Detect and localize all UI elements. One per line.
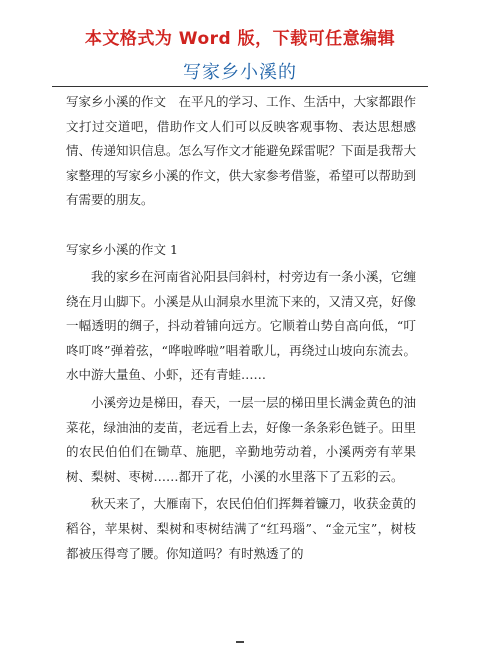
body-paragraph: 我的家乡在河南省沁阳县闫斜村，村旁边有一条小溪，它缠绕在月山脚下。小溪是从山洞泉水里流下来的，又清又亮，好像一幅透明的绸子，抖动着铺向远方。它顺着山势自高向低，“叮咚叮咚”弹着弦，“哗啦哗啦”唱着歌儿，再绕过山坡向东流去。水中游大量鱼、小虾，还有青蛙…… — [66, 268, 417, 383]
document-title: 写家乡小溪的 — [183, 62, 297, 83]
edit-notice-banner: 本文格式为 Word 版，下载可任意编辑 — [84, 29, 396, 49]
body-paragraph: 秋天来了，大雁南下，农民伯伯们挥舞着镰刀，收获金黄的稻谷，苹果树、梨树和枣树结满了“红玛瑙”、“金元宝”，树枝都被压得弯了腰。你知道吗？有时熟透了的 — [66, 496, 417, 561]
document-body — [66, 90, 416, 566]
page-number-mark — [236, 641, 244, 643]
section-heading: 写家乡小溪的作文 1 — [66, 241, 178, 257]
body-paragraph: 小溪旁边是梯田，春天，一层一层的梯田里长满金黄色的油菜花，绿油油的麦苗，老远看上去，好像一条条彩色链子。田里的农民伯伯们在锄草、施肥，辛勤地劳动着，小溪两旁有苹果树、梨树、枣树……都开了花，小溪的水里落下了五彩的云。 — [66, 394, 417, 484]
title-divider — [52, 86, 428, 87]
intro-paragraph: 写家乡小溪的作文 在平凡的学习、工作、生活中，大家都跟作文打过交道吧，借助作文人们可以反映客观事物、表达思想感情、传递知识信息。怎么写作文才能避免踩雷呢？下面是我帮大家整理的写家乡小溪的作文，供大家参考借鉴，希望可以帮助到有需要的朋友。 — [66, 94, 417, 208]
